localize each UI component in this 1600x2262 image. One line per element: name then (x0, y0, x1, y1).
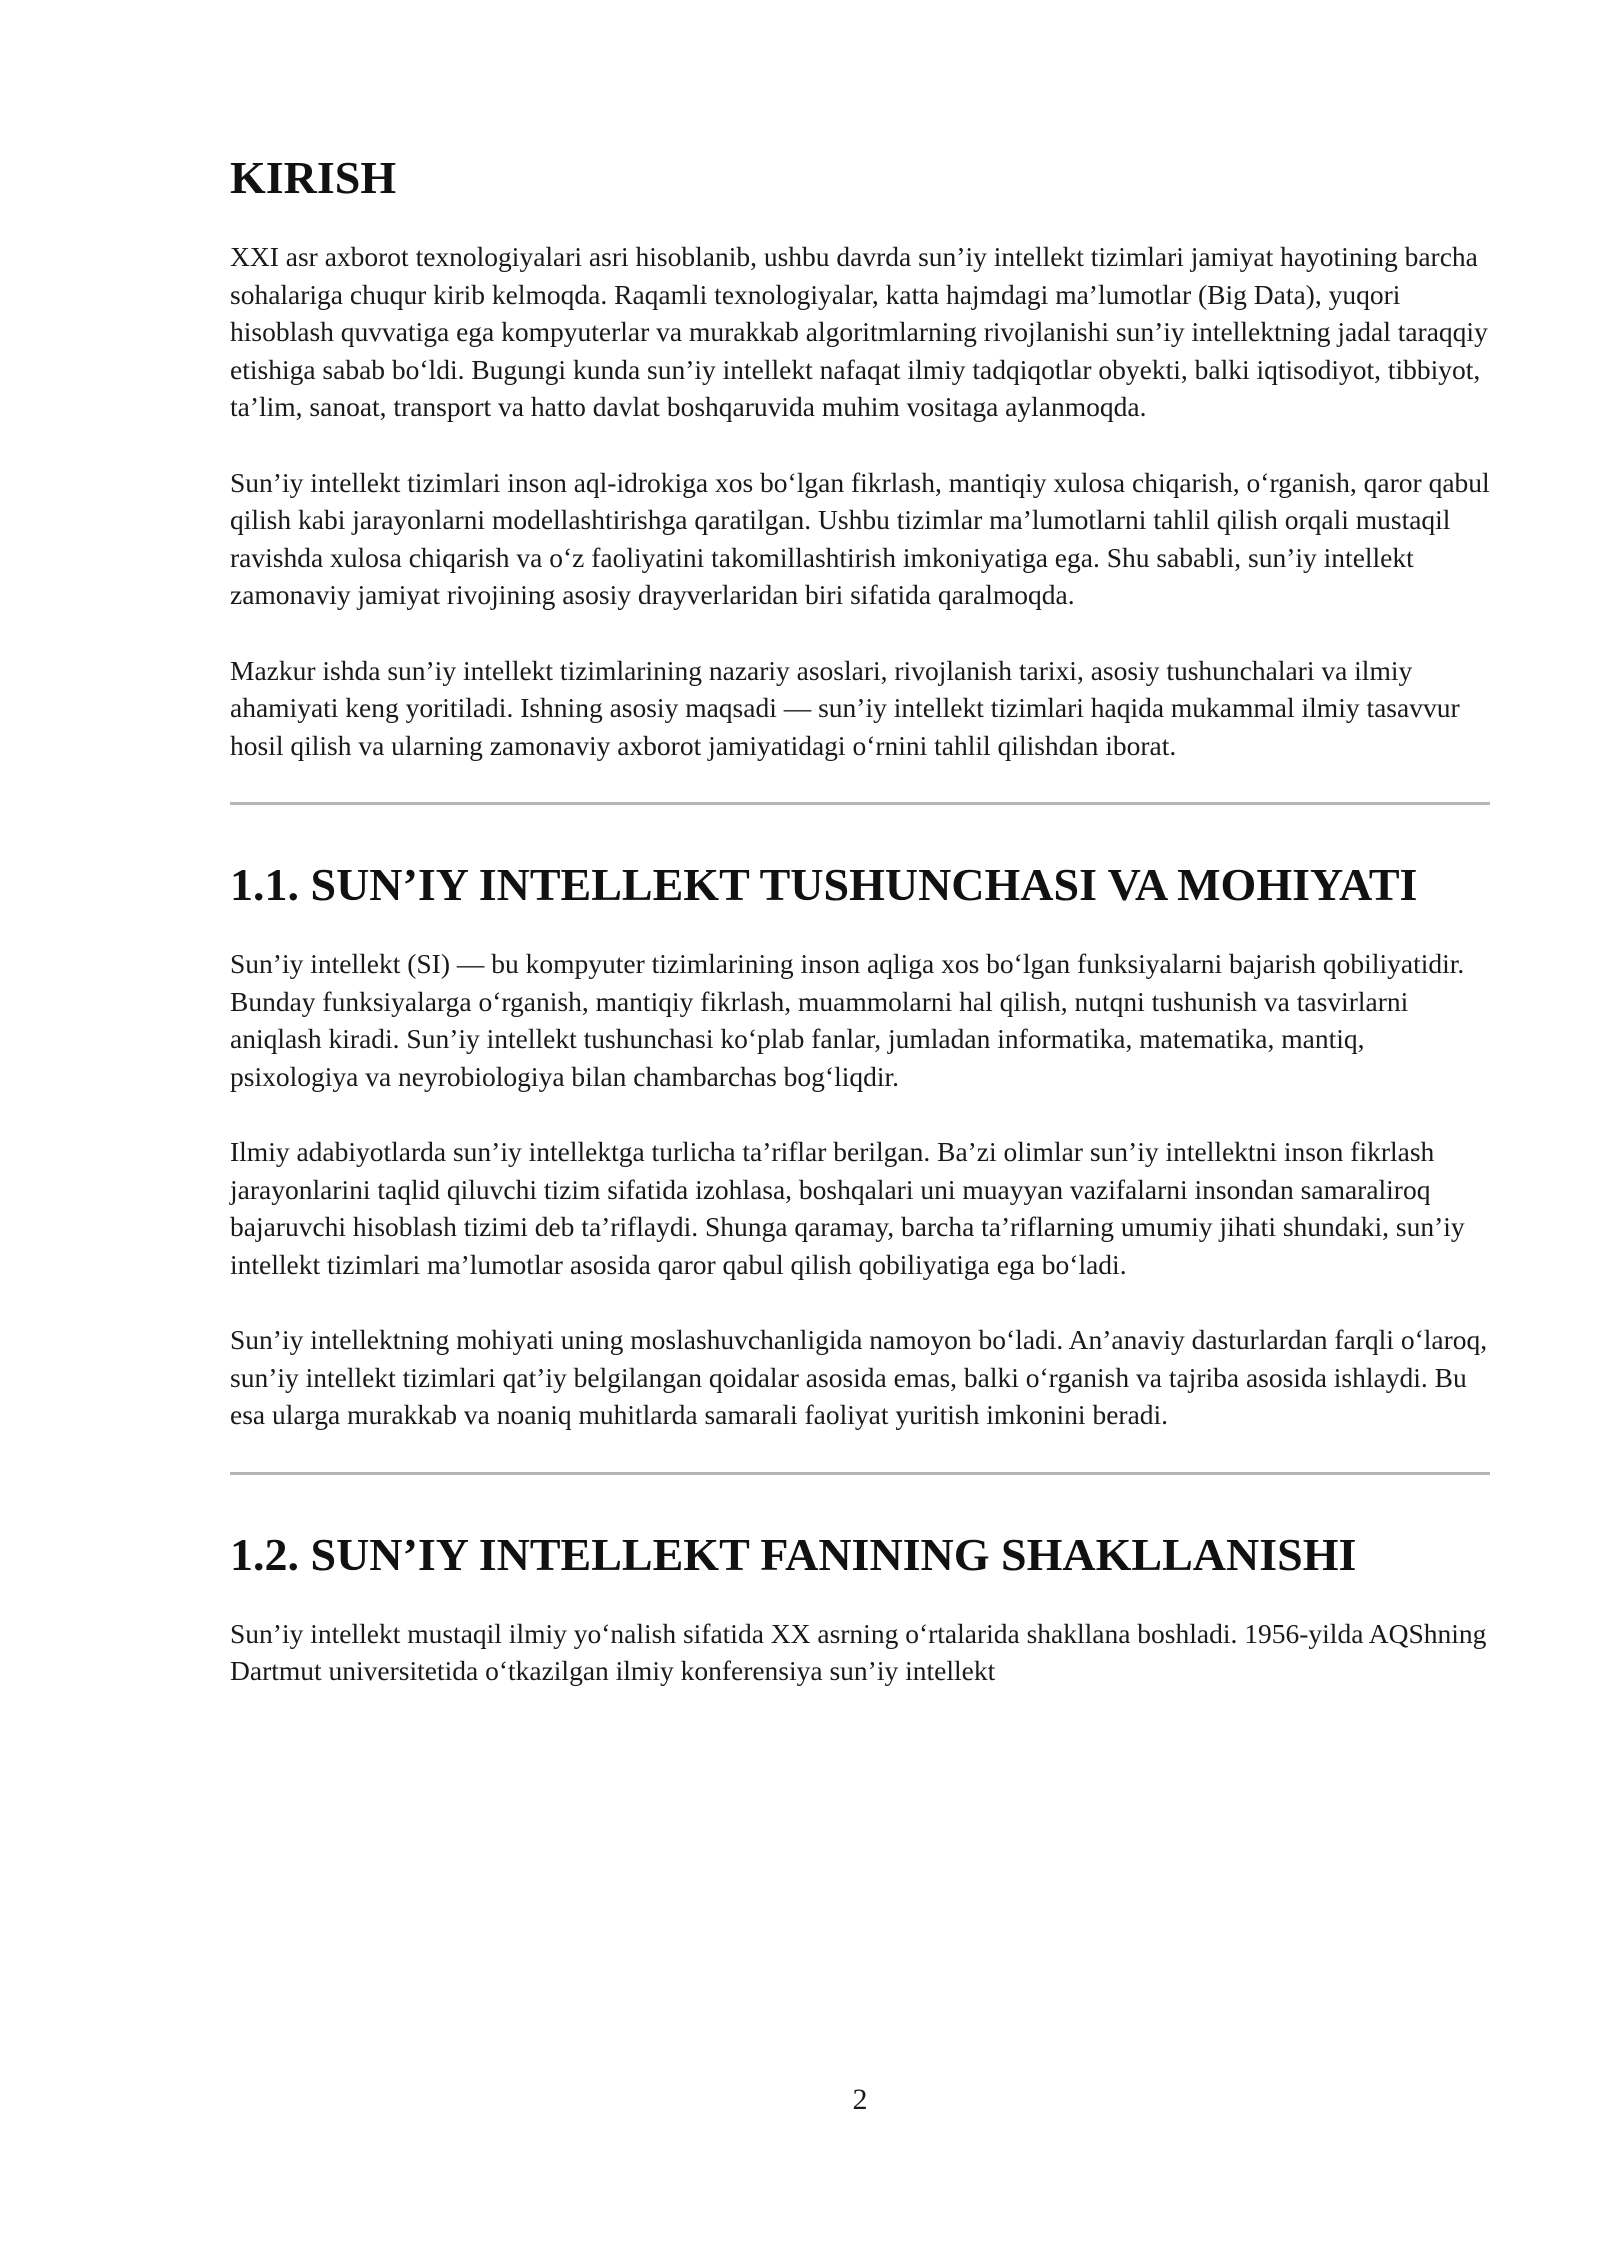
section-heading-1-2: 1.2. SUN’IY INTELLEKT FANINING SHAKLLANISHI (230, 1528, 1357, 1580)
section-divider-1 (230, 802, 1490, 805)
section-1-1 (230, 857, 1490, 1434)
section-1-1-paragraph-1: Sun’iy intellekt (SI) — bu kompyuter tizimlarining inson aqliga xos bo‘lgan funksiyalarni bajarish qobiliyatidir. Bunday funksiyalarga o‘rganish, mantiqiy fikrlash, muammolarni hal qilish, nutqni tushunish va tasvirlarni aniqlash kiradi. Sun’iy intellekt tushunchasi ko‘plab fanlar, jumladan informatika, matematika, mantiq, psixologiya va neyrobiologiya bilan chambarchas bog‘liqdir. (230, 948, 1465, 1092)
section-heading-kirish: KIRISH (230, 152, 397, 203)
section-heading-1-1: 1.1. SUN’IY INTELLEKT TUSHUNCHASI VA MOHIYATI (230, 859, 1418, 910)
section-1-1-paragraph-3: Sun’iy intellektning mohiyati uning moslashuvchanligida namoyon bo‘ladi. An’anaviy dasturlardan farqli o‘laroq, sun’iy intellekt tizimlari qat’iy belgilangan qoidalar asosida emas, balki o‘rganish va tajriba asosida ishlaydi. Bu esa ularga murakkab va noaniq muhitlarda samarali faoliyat yuritish imkonini beradi. (230, 1324, 1488, 1430)
section-1-1-paragraph-2: Ilmiy adabiyotlarda sun’iy intellektga turlicha ta’riflar berilgan. Ba’zi olimlar sun’iy intellektni inson fikrlash jarayonlarini taqlid qiluvchi tizim sifatida izohlasa, boshqalari uni muayyan vazifalarni insondan samaraliroq bajaruvchi hisoblash tizimi deb ta’riflaydi. Shunga qaramay, barcha ta’riflarning umumiy jihati shundaki, sun’iy intellekt tizimlari ma’lumotlar asosida qaror qabul qilish qobiliyatiga ega bo‘ladi. (230, 1136, 1465, 1280)
document-page (230, 150, 1490, 1690)
section-divider-2 (230, 1472, 1490, 1475)
section-1-2-paragraph-1: Sun’iy intellekt mustaqil ilmiy yo‘nalish sifatida XX asrning o‘rtalarida shakllana boshladi. 1956-yilda AQShning Dartmut universitetida o‘tkazilgan ilmiy konferensiya sun’iy intellekt (230, 1617, 1487, 1686)
intro-section (230, 150, 1490, 764)
intro-paragraph-1: XXI asr axborot texnologiyalari asri hisoblanib, ushbu davrda sun’iy intellekt tizimlari jamiyat hayotining barcha sohalariga chuqur kirib kelmoqda. Raqamli texnologiyalar, katta hajmdagi ma’lumotlar (Big Data), yuqori hisoblash quvvatiga ega kompyuterlar va murakkab algoritmlarning rivojlanishi sun’iy intellektning jadal taraqqiy etishiga sabab bo‘ldi. Bugungi kunda sun’iy intellekt nafaqat ilmiy tadqiqotlar obyekti, balki iqtisodiyot, tibbiyot, ta’lim, sanoat, transport va hatto davlat boshqaruvida muhim vositaga aylanmoqda. (230, 241, 1488, 422)
intro-paragraph-2: Sun’iy intellekt tizimlari inson aql-idrokiga xos bo‘lgan fikrlash, mantiqiy xulosa chiqarish, o‘rganish, qaror qabul qilish kabi jarayonlarni modellashtirishga qaratilgan. Ushbu tizimlar ma’lumotlarni tahlil qilish orqali mustaqil ravishda xulosa chiqarish va o‘z faoliyatini takomillashtirish imkoniyatiga ega. Shu sababli, sun’iy intellekt zamonaviy jamiyat rivojining asosiy drayverlaridan biri sifatida qaralmoqda. (230, 466, 1490, 610)
page-number: 2 (852, 2083, 868, 2116)
intro-paragraph-3: Mazkur ishda sun’iy intellekt tizimlarining nazariy asoslari, rivojlanish tarixi, asosiy tushunchalari va ilmiy ahamiyati keng yoritiladi. Ishning asosiy maqsadi — sun’iy intellekt tizimlari haqida mukammal ilmiy tasavvur hosil qilish va ularning zamonaviy axborot jamiyatidagi o‘rnini tahlil qilishdan iborat. (230, 654, 1460, 761)
section-1-2 (230, 1527, 1490, 1690)
